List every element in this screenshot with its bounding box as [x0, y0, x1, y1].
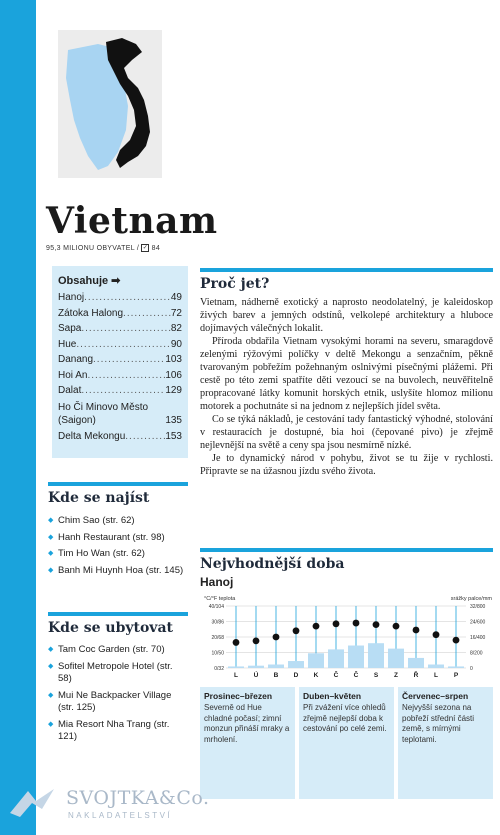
season-card: [200, 687, 295, 799]
rainfall-bar: [388, 649, 404, 668]
season-text: Při zvážení více ohledů zřejmě nejlepší doba k cestování po celé zemi.: [303, 703, 387, 733]
page-title: Vietnam: [46, 200, 218, 242]
best-heading: Nejvhodnější doba: [200, 556, 345, 572]
toc-item[interactable]: Ho Či Minovo Město (Saigon) 135: [58, 401, 182, 426]
rainfall-bar: [368, 643, 384, 668]
why-text: [200, 296, 493, 478]
season-text: Severně od Hue chladné počasí; zimní monzun přináší mraky a mrholení.: [204, 703, 290, 744]
rainfall-bar: [428, 665, 444, 668]
temperature-point: [233, 639, 240, 646]
temperature-point: [273, 634, 280, 641]
list-item: ◆ Hanh Restaurant (str. 98): [48, 532, 188, 545]
month-label: B: [273, 672, 279, 679]
season-title: Prosinec–březen: [204, 691, 273, 701]
paragraph: Vietnam, nádherně exotický a naprosto neodolatelný, je kaleidoskop živých barev a jemných odstínů, velkolepé architektury a hluboce dojímavých válečných lokalit.: [200, 297, 493, 334]
why-heading: Proč jet?: [200, 276, 270, 292]
toc-item[interactable]: Danang ..... 103: [58, 352, 182, 368]
why-rule: [200, 268, 493, 272]
toc-item[interactable]: Hoi An ..... 106: [58, 368, 182, 384]
vietnam-locator-map: [58, 30, 162, 178]
toc-item[interactable]: Delta Mekongu ..... 153: [58, 429, 182, 445]
left-tick-label: 0/32: [214, 666, 224, 672]
stay-rule: [48, 612, 188, 616]
month-label: L: [234, 672, 238, 679]
climate-city: Hanoj: [200, 575, 234, 589]
paragraph: Je to dynamický národ v pohybu, život se tu žije v rychlosti. Připravte se na úžasnou jízdu svého života.: [200, 453, 493, 477]
rainfall-bar: [248, 666, 264, 668]
month-label: K: [313, 672, 319, 679]
paragraph: Co se týká nákladů, je cestování tady fantastický výhodné, stolování v restauracích je dostupné, bia hoi (čepované pivo) je zřejmě nejlevnější na světě a ceny spa jsou nesmírně nízké.: [200, 414, 493, 451]
right-tick-label: 32/800: [470, 604, 486, 610]
rainfall-bar: [228, 666, 244, 668]
bird-logo-icon: [6, 783, 60, 823]
month-label: Z: [394, 672, 398, 679]
seasons-row: [200, 687, 493, 799]
month-label: D: [293, 672, 299, 679]
left-axis-label: °C/°F teplota: [204, 596, 236, 602]
temperature-point: [413, 627, 420, 634]
temperature-point: [393, 623, 400, 630]
temperature-point: [453, 637, 460, 644]
month-label: Ú: [253, 672, 259, 679]
month-label: P: [453, 672, 459, 679]
list-item: ◆ Mui Ne Backpacker Village (str. 125): [48, 690, 188, 715]
season-card: [398, 687, 493, 799]
season-title: Duben–květen: [303, 691, 362, 701]
rainfall-bar: [328, 649, 344, 668]
rainfall-bar: [268, 665, 284, 668]
page-ref-icon: ✓: [142, 245, 149, 251]
temperature-point: [353, 620, 360, 627]
toc-item[interactable]: Hue ..... 90: [58, 337, 182, 353]
stay-list: [48, 644, 188, 748]
season-title: Červenec–srpen: [402, 691, 469, 701]
season-text: Nejvyšší sezona na pobřeží střední části země, s mírnými teplotami.: [402, 703, 475, 744]
population-line: 95,3 MILIONU OBYVATEL / ✓ 84: [46, 244, 161, 252]
climate-chart: [200, 592, 496, 684]
list-item: ◆ Tam Coc Garden (str. 70): [48, 644, 188, 657]
rainfall-bar: [288, 661, 304, 668]
right-tick-label: 0: [470, 666, 473, 672]
temperature-point: [333, 620, 340, 627]
right-axis-label: srážky palce/mm: [450, 596, 492, 602]
toc-item[interactable]: Hanoj ..... 49: [58, 290, 182, 306]
left-tick-label: 40/104: [208, 604, 224, 610]
left-tick-label: 30/86: [211, 619, 224, 626]
list-item: ◆ Sofitel Metropole Hotel (str. 58): [48, 661, 188, 686]
rainfall-bar: [348, 646, 364, 668]
toc-item[interactable]: Sapa ..... 82: [58, 321, 182, 337]
month-label: S: [373, 672, 379, 679]
publisher-logo: SVOJTKA&Co. NAKLADATELSTVÍ: [6, 783, 206, 828]
month-label: Č: [353, 672, 359, 679]
list-item: ◆ Tim Ho Wan (str. 62): [48, 548, 188, 561]
temperature-point: [253, 637, 260, 644]
paragraph: Příroda obdařila Vietnam vysokými horami na severu, smaragdově zelenými rýžovými políčky v deltě Mekongu a senzačním, pěkně tvarovaným pobřežím požehnaným oslnivými písečnými plážemi. Při cestě po této zemi spatříte děti vezoucí se na buvolech, neuvěřitelně propracované látky komunit horských etnik, uslyšíte hlomoz milionu motorek a pochutnáte si na jednom z nejlepších jídel světa.: [200, 336, 493, 412]
right-tick-label: 8/200: [470, 650, 483, 657]
list-item: ◆ Banh Mi Huynh Hoa (str. 145): [48, 565, 188, 578]
eat-list: [48, 515, 188, 581]
eat-heading: Kde se najíst: [48, 490, 150, 506]
contents-heading: Obsahuje ➡: [58, 275, 121, 287]
month-label: Ř: [413, 672, 419, 679]
toc-item[interactable]: Dalat ..... 129: [58, 383, 182, 399]
eat-rule: [48, 482, 188, 486]
list-item: ◆ Chim Sao (str. 62): [48, 515, 188, 528]
best-rule: [200, 548, 493, 552]
right-tick-label: 24/600: [470, 619, 486, 626]
left-accent-bar: [0, 0, 36, 835]
temperature-point: [433, 631, 440, 638]
list-item: ◆ Mia Resort Nha Trang (str. 121): [48, 719, 188, 744]
left-tick-label: 10/50: [211, 650, 224, 657]
temperature-point: [373, 621, 380, 628]
temperature-point: [313, 623, 320, 630]
left-tick-label: 20/68: [211, 635, 224, 641]
stay-heading: Kde se ubytovat: [48, 620, 173, 636]
month-label: Č: [333, 672, 339, 679]
rainfall-bar: [308, 653, 324, 668]
toc-item[interactable]: Zátoka Halong ..... 72: [58, 306, 182, 322]
right-tick-label: 16/400: [470, 635, 486, 641]
contents-box: [52, 266, 188, 458]
season-card: [299, 687, 394, 799]
rainfall-bar: [448, 666, 464, 668]
month-label: L: [434, 672, 438, 679]
temperature-point: [293, 627, 300, 634]
rainfall-bar: [408, 658, 424, 668]
